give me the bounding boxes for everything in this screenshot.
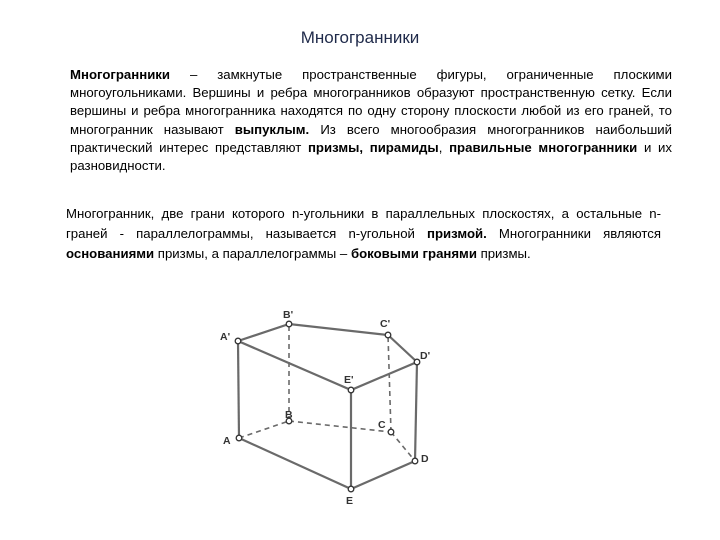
vertex-a-top (235, 338, 241, 344)
term-lateral-faces: боковыми гранями (350, 246, 477, 261)
text-segment: Из всего многообразия многогранников наибольший практический интерес представляют (70, 121, 673, 155)
hidden-edge-cc (388, 335, 391, 432)
text-segment: Многогранники являются (486, 226, 661, 241)
label-d-top: D' (420, 350, 431, 362)
term-polyhedra: Многогранники (70, 67, 171, 82)
edge-ae (239, 438, 351, 489)
text-segment: Многогранник, две грани которого n-угольники в параллельных плоскостях, а остальные n-граней - параллелограммы, называется n-угольной (66, 206, 661, 241)
label-e: E (346, 495, 354, 507)
label-e-top: E' (344, 374, 354, 386)
page-title: Многогранники (300, 28, 420, 47)
vertex-c (388, 429, 394, 435)
text-segment: – замкнутые пространственные фигуры, ограниченные плоскими многоугольниками. Вершины и ребра многогранников образуют пространственную сетку. Если вершины и ребра многогранника находятся по одну сторону плоскости любой из его граней, то многогранник называют (70, 67, 672, 137)
term-convex: выпуклым. (234, 121, 310, 137)
edge-ed (351, 461, 415, 489)
text-segment: призмы, а параллелограммы – (154, 246, 351, 261)
vertex-c-top (385, 332, 391, 338)
text-segment: , (438, 139, 450, 155)
vertex-b-top (286, 321, 292, 327)
term-bases: основаниями (66, 246, 155, 261)
label-a: A (223, 435, 231, 447)
definition-prism (66, 204, 661, 264)
hidden-edge-cd (391, 432, 415, 461)
edge-dd (415, 362, 417, 461)
vertex-d-top (414, 359, 420, 365)
definition-polyhedra (70, 66, 672, 175)
term-regular-polyhedra: правильные многогранники (449, 139, 638, 155)
vertex-a (236, 435, 242, 441)
text-segment: призмы. (476, 246, 531, 261)
term-prisms-pyramids: призмы, пирамиды (307, 139, 439, 155)
edge-aa (238, 341, 239, 438)
label-b-top: B' (283, 309, 294, 321)
vertex-e (348, 486, 354, 492)
label-d: D (421, 453, 429, 465)
vertex-d (412, 458, 418, 464)
label-c: C (378, 419, 386, 431)
text-segment: и их разновидности. (70, 139, 672, 174)
label-b: B (285, 409, 293, 421)
hidden-edge-bc (289, 421, 391, 432)
label-a-top: A' (220, 331, 231, 343)
prism-diagram (205, 275, 445, 515)
term-prism: призмой. (427, 226, 487, 241)
label-c-top: C' (380, 318, 391, 330)
hidden-edge-ab (239, 421, 289, 438)
vertex-e-top (348, 387, 354, 393)
